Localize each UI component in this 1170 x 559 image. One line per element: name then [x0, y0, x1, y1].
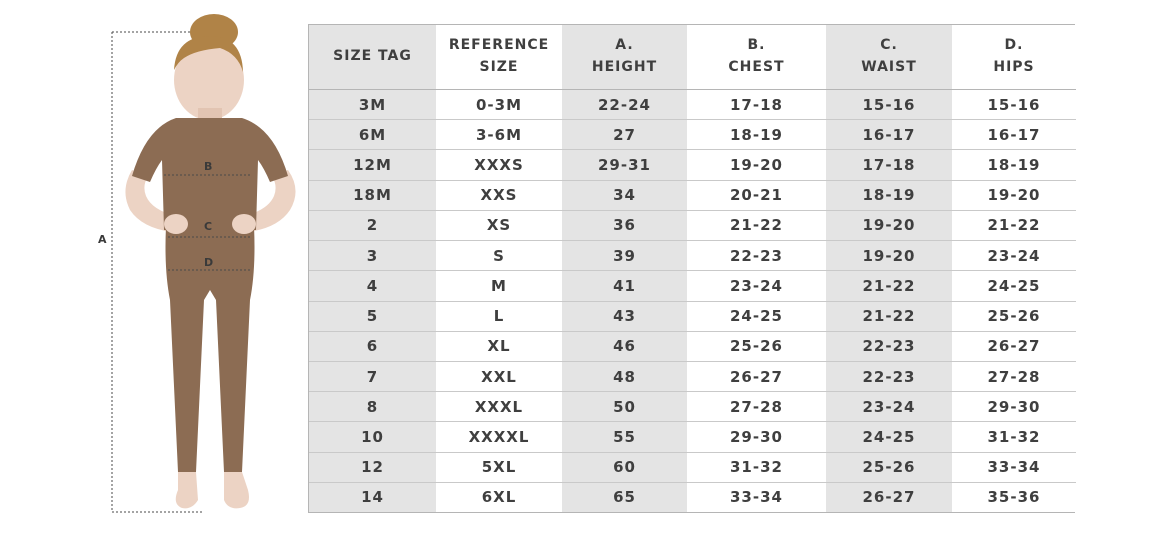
- cell-size-tag: 7: [309, 361, 436, 391]
- cell-waist: 23-24: [826, 392, 952, 422]
- cell-hips: 21-22: [952, 210, 1076, 240]
- table-row: [309, 271, 1076, 301]
- left-hand: [164, 214, 188, 234]
- cell-waist: 21-22: [826, 301, 952, 331]
- chest-label: B: [204, 160, 213, 173]
- cell-size-tag: 10: [309, 422, 436, 452]
- cell-waist: 18-19: [826, 180, 952, 210]
- cell-waist: 25-26: [826, 452, 952, 482]
- cell-reference-size: XXL: [436, 361, 562, 391]
- cell-waist: 22-23: [826, 361, 952, 391]
- cell-height: 29-31: [562, 150, 687, 180]
- cell-hips: 31-32: [952, 422, 1076, 452]
- table-row: [309, 90, 1076, 120]
- right-foot: [224, 472, 249, 508]
- cell-chest: 17-18: [687, 90, 826, 120]
- cell-chest: 22-23: [687, 241, 826, 271]
- cell-reference-size: 0-3M: [436, 90, 562, 120]
- table-row: [309, 392, 1076, 422]
- cell-waist: 26-27: [826, 482, 952, 512]
- header-size-tag: SIZE TAG: [309, 25, 436, 90]
- table-header-row: [309, 25, 1076, 90]
- cell-hips: 19-20: [952, 180, 1076, 210]
- left-foot: [176, 472, 198, 508]
- cell-reference-size: XXS: [436, 180, 562, 210]
- cell-hips: 27-28: [952, 361, 1076, 391]
- table-row: [309, 331, 1076, 361]
- cell-chest: 25-26: [687, 331, 826, 361]
- cell-chest: 26-27: [687, 361, 826, 391]
- child-silhouette: [92, 0, 306, 530]
- cell-chest: 33-34: [687, 482, 826, 512]
- cell-chest: 18-19: [687, 120, 826, 150]
- cell-reference-size: 5XL: [436, 452, 562, 482]
- cell-hips: 15-16: [952, 90, 1076, 120]
- cell-reference-size: 6XL: [436, 482, 562, 512]
- cell-height: 55: [562, 422, 687, 452]
- cell-hips: 26-27: [952, 331, 1076, 361]
- table-row: [309, 180, 1076, 210]
- cell-hips: 29-30: [952, 392, 1076, 422]
- header-height: A. HEIGHT: [562, 25, 687, 90]
- cell-chest: 19-20: [687, 150, 826, 180]
- header-reference-size: REFERENCE SIZE: [436, 25, 562, 90]
- cell-reference-size: 3-6M: [436, 120, 562, 150]
- cell-chest: 27-28: [687, 392, 826, 422]
- cell-height: 46: [562, 331, 687, 361]
- hips-label: D: [204, 256, 214, 269]
- right-hand: [232, 214, 256, 234]
- cell-hips: 24-25: [952, 271, 1076, 301]
- table-row: [309, 301, 1076, 331]
- cell-waist: 15-16: [826, 90, 952, 120]
- cell-chest: 24-25: [687, 301, 826, 331]
- cell-reference-size: XXXS: [436, 150, 562, 180]
- cell-reference-size: M: [436, 271, 562, 301]
- cell-size-tag: 6M: [309, 120, 436, 150]
- cell-height: 34: [562, 180, 687, 210]
- cell-reference-size: S: [436, 241, 562, 271]
- table-row: [309, 422, 1076, 452]
- size-table: [309, 25, 1076, 512]
- cell-hips: 18-19: [952, 150, 1076, 180]
- cell-height: 27: [562, 120, 687, 150]
- cell-height: 60: [562, 452, 687, 482]
- cell-waist: 17-18: [826, 150, 952, 180]
- waist-label: C: [204, 220, 213, 233]
- table-row: [309, 241, 1076, 271]
- cell-size-tag: 3M: [309, 90, 436, 120]
- cell-size-tag: 12M: [309, 150, 436, 180]
- cell-size-tag: 8: [309, 392, 436, 422]
- child-measurement-figure: [92, 0, 306, 530]
- cell-chest: 21-22: [687, 210, 826, 240]
- cell-height: 50: [562, 392, 687, 422]
- cell-size-tag: 4: [309, 271, 436, 301]
- table-row: [309, 482, 1076, 512]
- cell-waist: 19-20: [826, 210, 952, 240]
- cell-hips: 23-24: [952, 241, 1076, 271]
- height-label: A: [98, 233, 107, 246]
- cell-height: 36: [562, 210, 687, 240]
- cell-reference-size: XXXXL: [436, 422, 562, 452]
- cell-chest: 20-21: [687, 180, 826, 210]
- cell-waist: 24-25: [826, 422, 952, 452]
- table-row: [309, 150, 1076, 180]
- header-waist: C. WAIST: [826, 25, 952, 90]
- table-row: [309, 361, 1076, 391]
- cell-hips: 25-26: [952, 301, 1076, 331]
- cell-waist: 19-20: [826, 241, 952, 271]
- cell-height: 22-24: [562, 90, 687, 120]
- cell-hips: 33-34: [952, 452, 1076, 482]
- cell-chest: 23-24: [687, 271, 826, 301]
- cell-waist: 16-17: [826, 120, 952, 150]
- header-chest: B. CHEST: [687, 25, 826, 90]
- cell-height: 39: [562, 241, 687, 271]
- table-body: [309, 90, 1076, 513]
- cell-height: 43: [562, 301, 687, 331]
- table-row: [309, 120, 1076, 150]
- size-chart-table: [308, 24, 1075, 513]
- cell-chest: 29-30: [687, 422, 826, 452]
- cell-size-tag: 14: [309, 482, 436, 512]
- cell-height: 41: [562, 271, 687, 301]
- cell-size-tag: 12: [309, 452, 436, 482]
- table-row: [309, 452, 1076, 482]
- cell-hips: 16-17: [952, 120, 1076, 150]
- cell-height: 48: [562, 361, 687, 391]
- cell-waist: 21-22: [826, 271, 952, 301]
- cell-reference-size: XS: [436, 210, 562, 240]
- cell-size-tag: 6: [309, 331, 436, 361]
- header-hips: D. HIPS: [952, 25, 1076, 90]
- cell-hips: 35-36: [952, 482, 1076, 512]
- cell-waist: 22-23: [826, 331, 952, 361]
- cell-size-tag: 3: [309, 241, 436, 271]
- cell-size-tag: 5: [309, 301, 436, 331]
- table-row: [309, 210, 1076, 240]
- cell-size-tag: 2: [309, 210, 436, 240]
- cell-reference-size: XL: [436, 331, 562, 361]
- cell-reference-size: L: [436, 301, 562, 331]
- cell-chest: 31-32: [687, 452, 826, 482]
- cell-reference-size: XXXL: [436, 392, 562, 422]
- cell-height: 65: [562, 482, 687, 512]
- cell-size-tag: 18M: [309, 180, 436, 210]
